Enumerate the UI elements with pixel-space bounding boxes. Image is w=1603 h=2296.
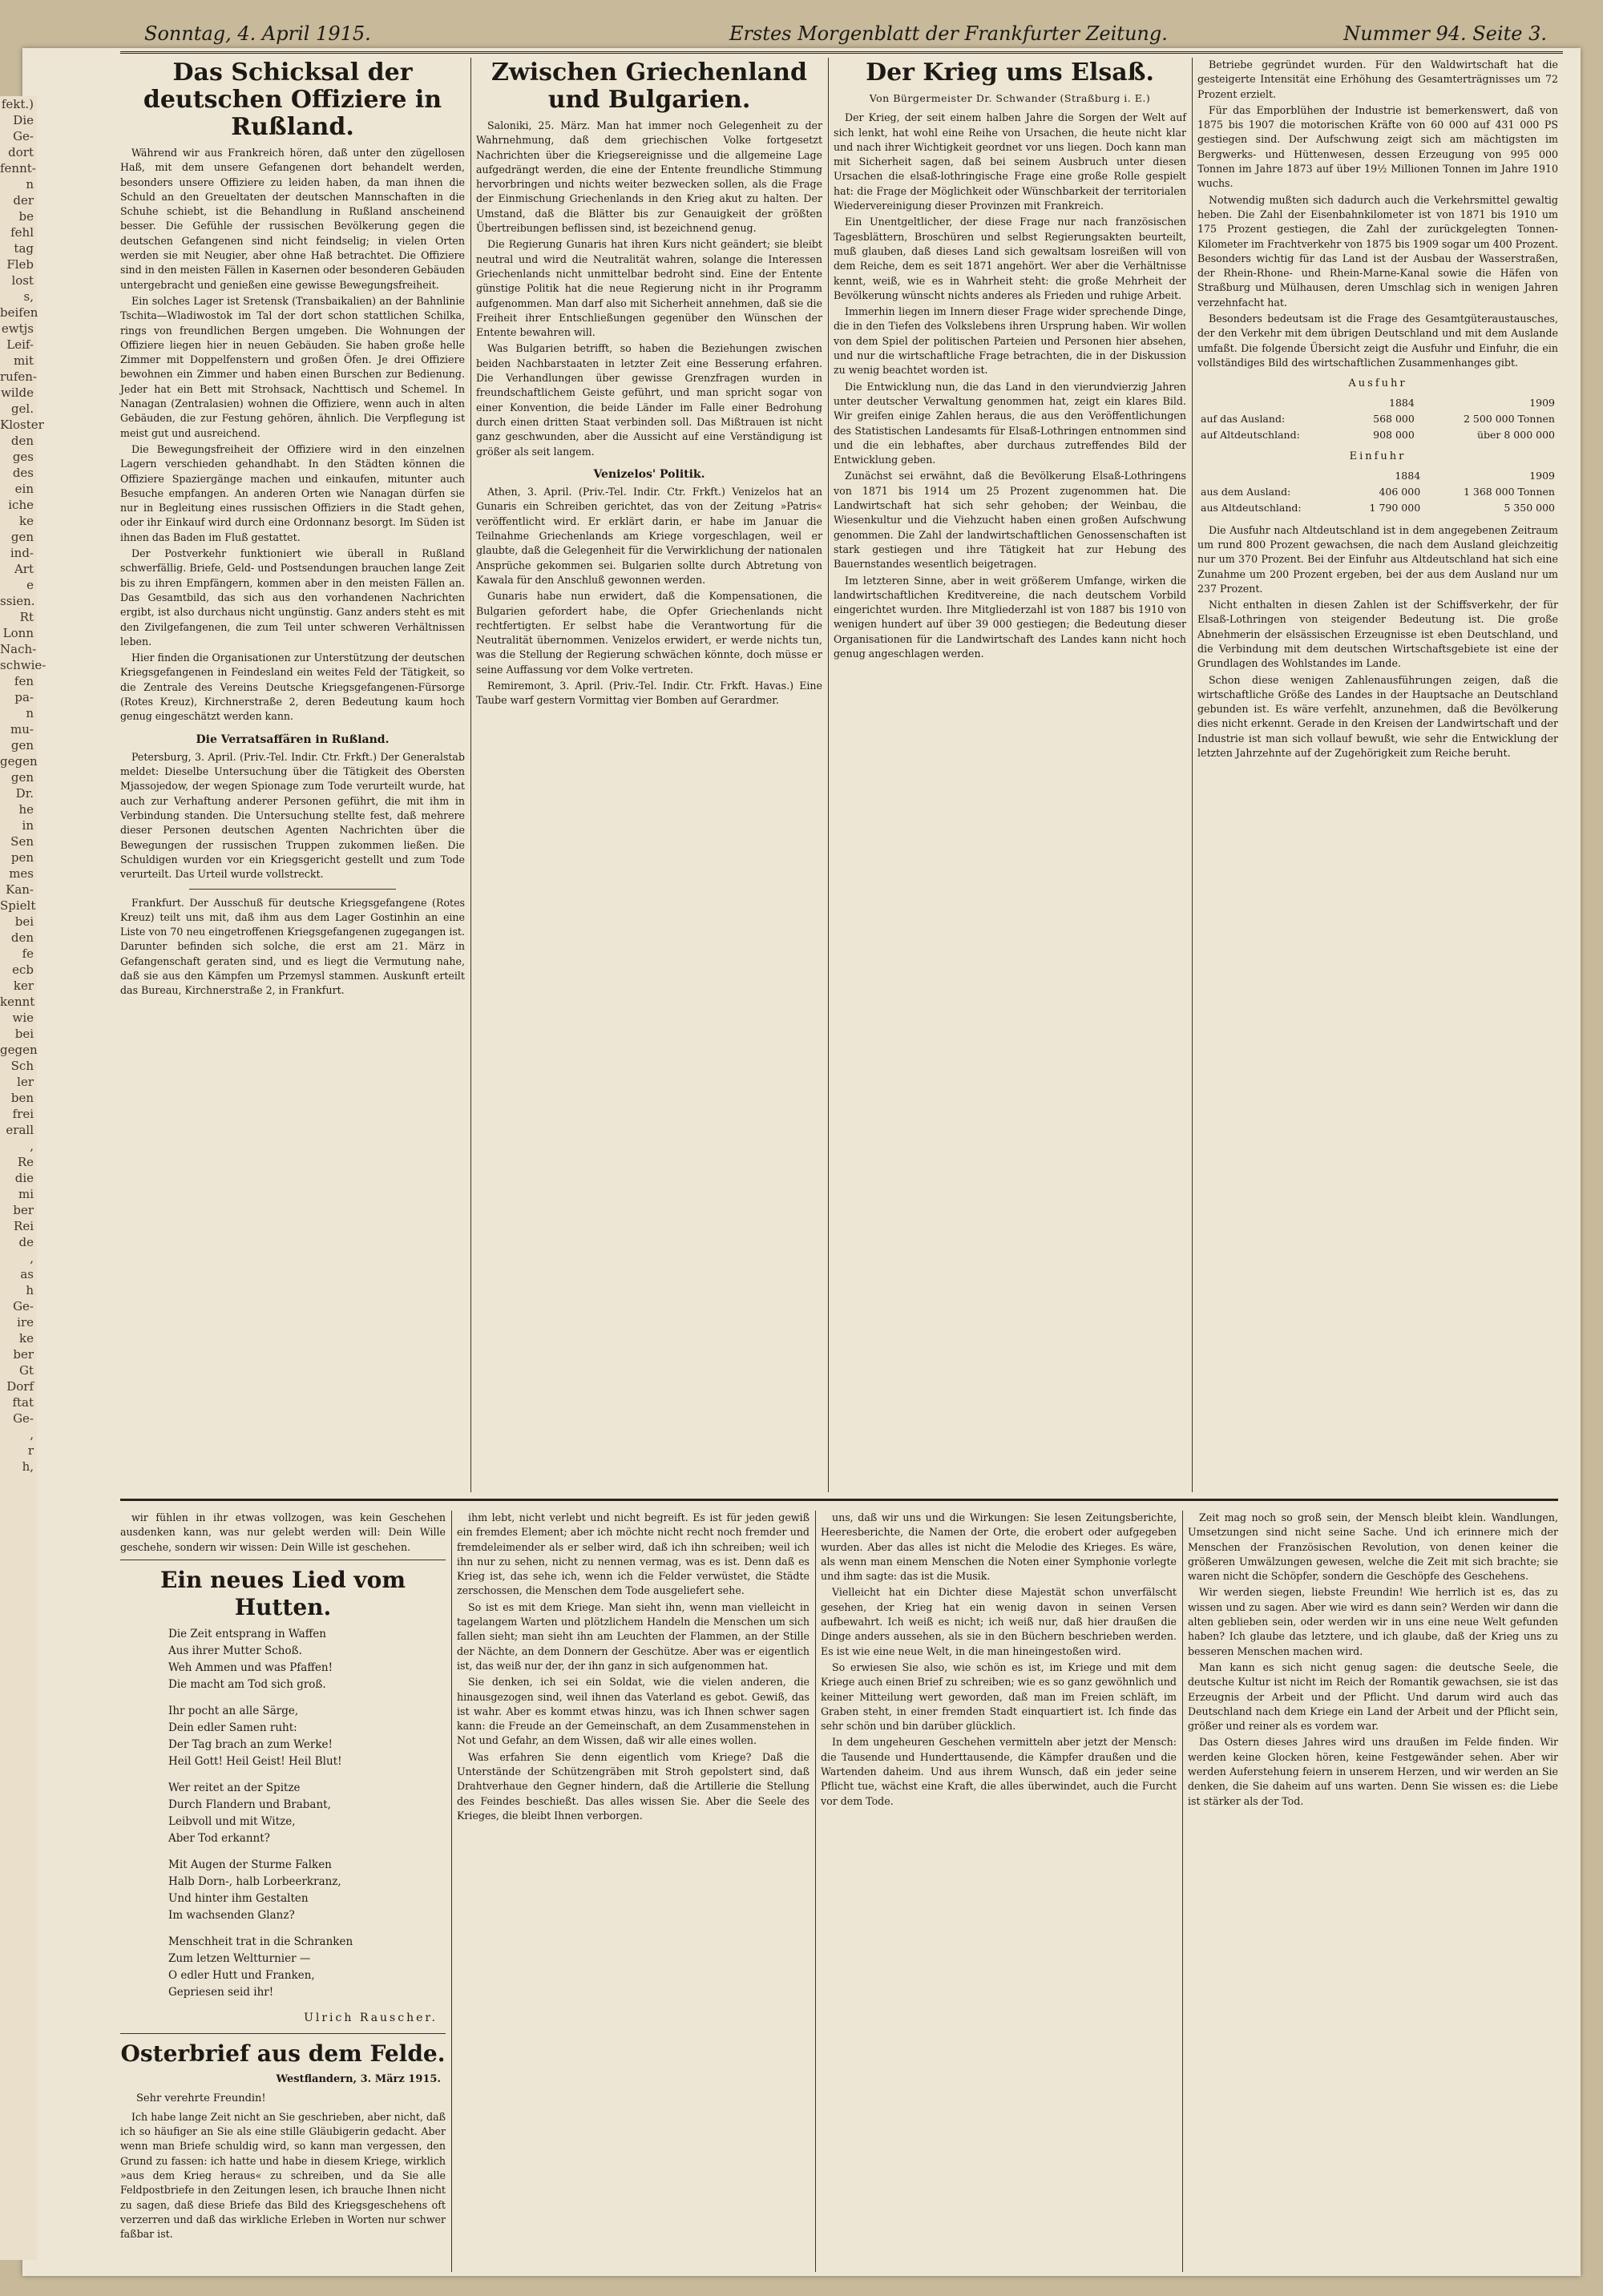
margin-fragment: n <box>26 706 34 720</box>
margin-fragment: Nach- <box>0 642 37 656</box>
table-cell: auf Altdeutschland: <box>1201 429 1300 442</box>
column-rule <box>451 1511 452 2272</box>
margin-fragment: Sen <box>10 834 34 849</box>
poem-line: Und hinter ihm Gestalten <box>168 1891 309 1905</box>
paragraph: Petersburg, 3. April. (Priv.-Tel. Indir. Ctr. Frkft.) Der Generalstab meldet: Dieselbe Untersuchung über die Tätigkeit des Obersten Mjassojedow, der wegen Spionage zum Tode verurteilt wurde, hat auch zur Verhaftung anderer Personen geführt, die mit ihm in Verbindung standen. Die Untersuchung stellte fest, daß mehrere dieser Personen deutschen Agenten Nachrichten über die Bewegungen der russischen Truppen zukommen ließen. Die Schuldigen wurden vor ein Kriegsgericht gestellt und zum Tode verurteilt. Das Urteil wurde vollstreckt. <box>120 750 465 881</box>
poem-line: Weh Ammen und was Pfaffen! <box>168 1660 333 1674</box>
poem-line: Mit Augen der Sturme Falken <box>168 1858 332 1871</box>
paragraph: So erwiesen Sie also, wie schön es ist, im Kriege und mit dem Kriege auch einen Brief zu schreiben; wie es so ganz gewöhnlich und keiner Mitteilung wert geworden, daß man im Freien schläft, im Graben steht, in einer fremden Stadt einquartiert ist. Ich finde das sehr schön und bin darüber glücklich. <box>821 1660 1177 1733</box>
article-byline: Von Bürgermeister Dr. Schwander (Straßburg i. E.) <box>869 92 1151 104</box>
paragraph: Die Entwicklung nun, die das Land in den vierundvierzig Jahren unter deutscher Verwaltung genommen hat, zeigt ein klares Bild. Wir greifen einige Zahlen heraus, die aus den Veröffentlichungen des Statistischen Landesamts für Elsaß-Lothringen entnommen sind und die ein lebhaftes, aber durchaus zutreffendes Bild der Entwicklung geben. <box>834 380 1186 466</box>
poem-line: Im wachsenden Glanz? <box>168 1908 295 1922</box>
margin-fragment: he <box>18 802 34 817</box>
paragraph: Wir werden siegen, liebste Freundin! Wie herrlich ist es, das zu wissen und zu sagen. Aber wie wird es dann sein? Werden wir dann die alten geblieben sein, oder werden wir in uns eine neue Welt gefunden haben? Ich glaube das letztere, und ich glaube, daß der Krieg uns zu besseren Menschen machen wird. <box>1188 1586 1558 1657</box>
paragraph: In dem ungeheuren Geschehen vermitteln aber jetzt der Mensch: die Tausende und Hunderttausende, die Kämpfer draußen und die Wartenden daheim. Und aus ihrem Wunsch, daß ein jeder seine Pflicht tue, wächst eine Kraft, die alles überwindet, auch die Furcht vor dem Tode. <box>821 1736 1177 1807</box>
separator <box>120 2033 446 2034</box>
poem-author: Ulrich Rauscher. <box>304 2011 438 2024</box>
margin-fragment: Rt <box>19 610 34 624</box>
margin-fragment: ke <box>19 1331 34 1346</box>
margin-fragment: schwie- <box>0 658 46 672</box>
article-greece-bulgaria <box>476 58 822 1484</box>
margin-fragment: ben <box>10 1091 34 1105</box>
margin-fragment: ler <box>17 1075 34 1089</box>
sub-headline: Die Verratsaffären in Rußland. <box>196 732 390 746</box>
table-cell: 2 500 000 Tonnen <box>1463 412 1555 425</box>
margin-fragment: ke <box>19 514 34 528</box>
paragraph: Schon diese wenigen Zahlenausführungen zeigen, daß die wirtschaftliche Größe des Landes in der Hauptsache an Deutschland gebunden ist. Es wäre verfehlt, anzunehmen, daß die Bevölkerung dies nicht erkennt. Gerade in den Kreisen der Landwirtschaft und der Industrie ist man sich vollauf bewußt, wie sehr die Entwicklung der letzten Jahrzehnte auf der Zugehörigkeit zum Reiche beruht. <box>1197 673 1558 760</box>
paragraph: So ist es mit dem Kriege. Man sieht ihn, wenn man vielleicht in tagelangem Warten und plötzlichem Handeln die Menschen um sich fallen sieht; man sieht ihn am Leuchten der Flammen, an der Stille der Nächte, an dem Donnern der Geschütze. Aber was er eigentlich ist, das weiß nur der, der ihn ganz in sich aufgenommen hat. <box>457 1600 810 1672</box>
table-heading-ausfuhr: Ausfuhr <box>1348 377 1407 390</box>
margin-fragment: mi <box>18 1187 34 1201</box>
margin-fragment: fehl <box>10 225 34 240</box>
margin-fragment: Re <box>17 1155 34 1169</box>
letter-title: Osterbrief aus dem Felde. <box>120 2040 446 2068</box>
poem-stanza <box>168 1626 446 1693</box>
margin-fragment: s, <box>23 289 34 304</box>
margin-fragment: tag <box>14 241 34 256</box>
letter-dateline: Westflandern, 3. März 1915. <box>276 2073 441 2086</box>
paragraph: Saloniki, 25. März. Man hat immer noch Gelegenheit zu der Wahrnehmung, daß dem griechischen Volke fortgesetzt Nachrichten über die Kriegsereignisse und die allgemeine Lage aufgedrängt werden, die eine der Entente freundliche Stimmung hervorbringen und nichts weiter bezwecken sollen, als die Frage der Einmischung Griechenlands in den Krieg akut zu halten. Der Umstand, daß die Blätter bis zur Genauigkeit der größten Übertreibungen beflissen sind, ist bezeichnend genug. <box>476 119 822 235</box>
feuilleton-column-1 <box>120 1511 446 2272</box>
margin-fragment: den <box>10 930 34 945</box>
margin-fragment: Rei <box>14 1219 34 1233</box>
margin-fragment: gen <box>10 738 34 753</box>
margin-fragment: die <box>14 1171 34 1185</box>
article-headline: Der Krieg ums Elsaß. <box>866 59 1154 87</box>
margin-fragment: gen <box>10 770 34 785</box>
table-cell: 1 368 000 Tonnen <box>1463 486 1555 498</box>
margin-fragment: rufen- <box>0 369 37 384</box>
adjacent-page-margin <box>0 96 46 2260</box>
margin-fragment: Gt <box>18 1363 34 1378</box>
margin-fragment: , <box>30 1251 34 1265</box>
poem-title: Ein neues Lied vom Hutten. <box>160 1566 406 1620</box>
margin-fragment: wilde <box>1 385 34 400</box>
margin-fragment: Dorf <box>6 1379 34 1394</box>
margin-fragment: Art <box>14 562 34 576</box>
margin-fragment: pen <box>10 850 34 865</box>
paragraph: Das Ostern dieses Jahres wird uns draußen im Felde finden. Wir werden keine Glocken hören, keine Festgewänder sehen. Aber wir werden Auferstehung feiern in unserem Herzen, und wir werden an Sie denken, die Sie daheim auf uns warten. Denn Sie wissen es: die Liebe ist stärker als der Tod. <box>1188 1736 1558 1807</box>
margin-fragment: des <box>12 466 34 480</box>
poem-line: Menschheit trat in die Schranken <box>168 1935 353 1948</box>
margin-fragment: Leif- <box>6 337 34 352</box>
margin-fragment: beifen <box>0 305 38 320</box>
table-cell: 908 000 <box>1373 429 1415 442</box>
table-cell: 406 000 <box>1379 486 1421 498</box>
margin-fragment: frei <box>12 1107 34 1121</box>
column-rule <box>1192 58 1193 1492</box>
margin-fragment: Dr. <box>15 786 34 801</box>
paragraph: Gunaris habe nun erwidert, daß die Kompensationen, die Bulgarien gefordert habe, die Opfer Griechenlands nicht rechtfertigten. Er selbst habe die Verantwortung für die Neutralität übernommen. Venizelos erwidert, er werde nichts tun, was die Stellung der Regierung schwächen könnte, doch müsse er seine Auffassung vor dem Volke vertreten. <box>476 590 822 676</box>
poem-line: Aus ihrer Mutter Schoß. <box>168 1644 302 1657</box>
paragraph: Man kann es sich nicht genug sagen: die deutsche Seele, die deutsche Kultur ist nicht im Reich der Romantik gewachsen, sie ist das Erzeugnis der Arbeit und der Pflicht. Und darum wird auch das Deutschland nach dem Kriege ein Land der Arbeit und der Pflicht sein, größer und reiner als es vordem war. <box>1188 1660 1558 1733</box>
paragraph: Zunächst sei erwähnt, daß die Bevölkerung Elsaß-Lothringens von 1871 bis 1914 um 25 Prozent zugenommen hat. Die Landwirtschaft hat sich sehr gehoben; der Weinbau, die Wiesenkultur und die Viehzucht haben einen großen Aufschwung genommen. Die Zahl der landwirtschaftlichen Genossenschaften ist stark gestiegen und ihre Tätigkeit hat zur Hebung des Bauernstandes wesentlich beigetragen. <box>834 470 1186 571</box>
margin-fragment: mu- <box>10 722 34 736</box>
column-rule <box>1182 1511 1183 2272</box>
margin-fragment: lost <box>11 273 34 288</box>
poem-line: O edler Hutt und Franken, <box>168 1968 315 1982</box>
paragraph: Immerhin liegen im Innern dieser Frage wider sprechende Dinge, die in den Tiefen des Volkslebens ihren Ursprung haben. Wir wollen von dem Spiel der politischen Parteien und Personen hier absehen, und nur die wirtschaftliche Frage betrachten, die in der Diskussion zu wenig beachtet worden ist. <box>834 305 1186 377</box>
margin-fragment: e <box>26 578 34 592</box>
margin-fragment: Fleb <box>6 257 34 272</box>
export-table <box>1197 395 1558 444</box>
margin-fragment: mit <box>13 353 34 368</box>
table-cell: 5 350 000 <box>1504 502 1555 514</box>
margin-fragment: r <box>27 1443 34 1458</box>
article-headline: Zwischen Griechenland und Bulgarien. <box>491 59 807 114</box>
margin-fragment: , <box>30 1139 34 1153</box>
margin-fragment: iche <box>8 498 34 512</box>
import-table <box>1197 468 1558 517</box>
margin-fragment: ftat <box>12 1395 34 1410</box>
table-row <box>1197 500 1558 516</box>
paragraph: Während wir aus Frankreich hören, daß unter den zügellosen Haß, mit dem unsere Gefangenen dort behandelt werden, besonders unsere Offiziere zu leiden haben, da man ihnen die Schuld an den Greueltaten der deutschen Mannschaften in die Schuhe schiebt, ist die Behandlung in Rußland anscheinend besser. Die Gefühle der russischen Bevölkerung gegen die deutschen Gefangenen sind nicht feindselig; in vielen Orten werden sie mit Neugier, aber ohne Haß betrachtet. Die Offiziere sind in den meisten Fällen in Kasernen oder besonderen Gebäuden untergebracht und genießen eine gewisse Bewegungsfreiheit. <box>120 147 465 291</box>
margin-fragment: der <box>13 193 34 208</box>
feuilleton-rule <box>120 1499 1558 1501</box>
paragraph: Zeit mag noch so groß sein, der Mensch bleibt klein. Wandlungen, Umsetzungen sind nicht seine Sache. Und ich erinnere mich der Menschen der Französischen Revolution, von denen keiner die größeren Umwälzungen gewesen, welche die Zeit mit sich brachte; sie waren nicht die Schöpfer, sondern die Geschöpfe des Geschehens. <box>1188 1511 1558 1583</box>
table-cell: 568 000 <box>1373 412 1415 425</box>
paragraph: Notwendig mußten sich dadurch auch die Verkehrsmittel gewaltig heben. Die Zahl der Eisenbahnkilometer ist von 1871 bis 1910 um 175 Prozent gestiegen, die Zahl der zurückgelegten Tonnen-Kilometer im Frachtverkehr von 1875 bis 1909 sogar um 400 Prozent. Besonders wichtig für das Land ist der Ausbau der Wasserstraßen, der Rhein-Rhone- und Rhein-Marne-Kanal sowie die Häfen von Straßburg und Mülhausen, deren Umschlag sich in wenigen Jahren verzehnfacht hat. <box>1197 193 1558 309</box>
margin-fragment: Sch <box>10 1059 34 1073</box>
poem-stanza <box>168 1703 446 1770</box>
paragraph: Der Postverkehr funktioniert wie überall in Rußland schwerfällig. Briefe, Geld- und Postsendungen brauchen lange Zeit bis zu ihren Empfängern, kommen aber in den meisten Fällen an. Das Gesamtbild, das sich aus den vorhandenen Nachrichten ergibt, ist also durchaus nicht ungünstig. Ganz anders steht es mit den Zivilgefangenen, die zum Teil unter schweren Verhältnissen leben. <box>120 547 465 648</box>
year-cell: 1909 <box>1529 469 1555 482</box>
margin-fragment: Ge- <box>13 1299 34 1313</box>
paragraph: uns, daß wir uns und die Wirkungen: Sie lesen Zeitungsberichte, Heeresberichte, die Namen der Orte, die erobert oder aufgegeben wurden. Aber das alles ist nicht die Melodie des Krieges. Es wäre, als wenn man einem Menschen die Noten einer Symphonie vorlegte und ihm sagte: das ist die Musik. <box>821 1511 1177 1583</box>
table-heading-einfuhr: Einfuhr <box>1349 450 1407 463</box>
poem-line: Wer reitet an der Spitze <box>168 1781 301 1794</box>
margin-fragment: dort <box>8 145 34 159</box>
poem-line: Der Tag brach an zum Werke! <box>168 1737 333 1751</box>
table-cell: über 8 000 000 <box>1476 429 1555 442</box>
poem-stanza <box>168 1934 446 2001</box>
margin-fragment: Die <box>13 113 34 127</box>
margin-fragment: ecb <box>12 962 34 977</box>
margin-fragment: h, <box>22 1459 34 1474</box>
margin-fragment: gegen <box>0 754 38 769</box>
margin-fragment: erall <box>6 1123 34 1137</box>
poem-line: Heil Gott! Heil Geist! Heil Blut! <box>168 1754 342 1768</box>
paragraph: Im letzteren Sinne, aber in weit größerem Umfange, wirken die landwirtschaftlichen Kreditvereine, die nach deutschem Vorbild eingerichtet wurden. Ihre Mitgliederzahl ist von 1887 bis 1910 von wenigen hundert auf über 39 000 gestiegen; die Bedeutung dieser Organisationen für die Landwirtschaft des Landes kann nicht hoch genug angeschlagen werden. <box>834 574 1186 660</box>
margin-fragment: gel. <box>10 401 34 416</box>
paragraph: Was Bulgarien betrifft, so haben die Beziehungen zwischen beiden Nachbarstaaten in letzter Zeit eine Besserung erfahren. Die Verhandlungen über gewisse Grenzfragen wurden in freundschaftlichem Geiste geführt, und man spricht sogar von einer Konvention, die beide Länder im Falle einer Bedrohung durch einen dritten Staat verbinden soll. Das Mißtrauen ist nicht ganz geschwunden, aber die Aussicht auf eine Verständigung ist größer als seit langem. <box>476 342 822 458</box>
masthead-page-number: Nummer 94. Seite 3. <box>1343 22 1547 45</box>
margin-fragment: bei <box>14 1027 34 1041</box>
margin-fragment: wie <box>12 1011 34 1025</box>
article-officers-russia <box>120 58 465 1484</box>
poem-line: Leibvoll und mit Witze, <box>168 1814 296 1828</box>
margin-fragment: Kan- <box>6 882 34 897</box>
margin-fragment: fennt- <box>0 161 36 176</box>
paragraph: Der Krieg, der seit einem halben Jahre die Sorgen der Welt auf sich lenkt, hat wohl eine Reihe von Ursachen, die heute nicht klar und nach ihrer Wichtigkeit geordnet vor uns liegen. Doch kann man mit Sicherheit sagen, daß bei seinem Ausbruch unter diesen Ursachen die elsaß-lothringische Frage eine große Rolle gespielt hat: die Frage der Möglichkeit oder Wünschbarkeit der territorialen Wiedervereinigung dieser Provinzen mit Frankreich. <box>834 111 1186 212</box>
paragraph: Die Bewegungsfreiheit der Offiziere wird in den einzelnen Lagern verschieden gehandhabt. In den Städten können die Offiziere Spaziergänge machen und einkaufen, mitunter auch Besuche empfangen. An anderen Orten wie Nanagan dürfen sie nur in Begleitung eines russischen Offiziers in die Stadt gehen, oder ihr Einkauf wird durch eine Ordonnanz besorgt. Im Süden ist ihnen das Baden im Fluß gestattet. <box>120 442 465 543</box>
margin-fragment: be <box>18 209 34 224</box>
margin-fragment: gegen <box>0 1043 38 1057</box>
paragraph: Die Ausfuhr nach Altdeutschland ist in dem angegebenen Zeitraum um rund 800 Prozent gewachsen, die nach dem Ausland gleichzeitig nur um 370 Prozent. Bei der Einfuhr aus Altdeutschland hat sich eine Zunahme um 200 Prozent ergeben, bei der aus dem Ausland nur um 237 Prozent. <box>1197 523 1558 595</box>
paragraph: Athen, 3. April. (Priv.-Tel. Indir. Ctr. Frkft.) Venizelos hat an Gunaris ein Schreiben gerichtet, das von der Zeitung »Patris« veröffentlicht wird. Er erklärt darin, er habe im Januar die Teilnahme Griechenlands am Kriege vorgeschlagen, weil er glaubte, daß die Gelegenheit für die Verwirklichung der nationalen Ansprüche gekommen sei. Bulgarien sollte durch Abtretung von Kawala für den Anschluß gewonnen werden. <box>476 486 822 586</box>
margin-fragment: mes <box>9 866 34 881</box>
margin-fragment: fe <box>22 946 34 961</box>
table-cell: aus Altdeutschland: <box>1201 502 1302 514</box>
margin-fragment: ewtjs <box>1 321 34 336</box>
margin-fragment: ein <box>14 482 34 496</box>
poem-line: Durch Flandern und Brabant, <box>168 1798 331 1811</box>
article-headline: Das Schicksal der deutschen Offiziere in Rußland. <box>143 59 442 141</box>
margin-fragment: pa- <box>14 690 34 704</box>
feuilleton-column-4 <box>1188 1511 1558 2272</box>
paragraph: Ich habe lange Zeit nicht an Sie geschrieben, aber nicht, daß ich so häufiger an Sie als eine stille Gläubigerin gedacht. Aber wenn man Briefe schuldig wird, so kann man vergessen, den Grund zu fassen: ich hatte und habe in diesem Kriege, wirklich »aus dem Krieg heraus« zu schreiben, und da Sie alle Feldpostbriefe in den Zeitungen lesen, ich brauche Ihnen nicht zu sagen, daß diese Briefe das Bild des Kriegsgeschehens oft verzerren und daß das wirkliche Erleben in Worten nur schwer faßbar ist. <box>120 2110 446 2241</box>
paragraph: Betriebe gegründet wurden. Für den Waldwirtschaft hat die gesteigerte Intensität eine Erhöhung des Gesamterträgnisses um 72 Prozent erzielt. <box>1197 59 1558 100</box>
margin-fragment: bei <box>14 914 34 929</box>
column-rule <box>815 1511 816 2272</box>
margin-fragment: de <box>18 1235 34 1249</box>
margin-fragment: ssien. <box>0 594 35 608</box>
margin-fragment: as <box>20 1267 34 1281</box>
margin-fragment: den <box>10 434 34 448</box>
paragraph: Ein Unentgeltlicher, der diese Frage nur nach französischen Tagesblättern, Broschüren und selbst Regierungsakten beurteilt, muß glauben, daß dieses Land sich gewaltsam losreißen will von dem Reiche, dem es seit 1871 angehört. Wer aber die Verhältnisse kennt, weiß, wie es in Wahrheit steht: die große Mehrheit der Bevölkerung wünscht nichts anderes als Frieden und ruhige Arbeit. <box>834 216 1186 301</box>
margin-fragment: Spielt <box>0 898 36 913</box>
margin-fragment: gen <box>10 530 34 544</box>
letter-salutation: Sehr verehrte Freundin! <box>136 2092 266 2105</box>
poem-line: Die macht am Tod sich groß. <box>168 1677 326 1691</box>
margin-fragment: Lonn <box>2 626 34 640</box>
poem-line: Dein edler Samen ruht: <box>168 1721 297 1734</box>
paragraph: wir fühlen in ihr etwas vollzogen, was kein Geschehen ausdenken kann, was nur gelebt werden will: Dein Wille geschehe, sondern wir wissen: Dein Wille ist geschehen. <box>120 1511 446 1553</box>
paragraph: Remiremont, 3. April. (Priv.-Tel. Indir. Ctr. Frkft. Havas.) Eine Taube warf gestern Vormittag vier Bomben auf Gerardmer. <box>476 679 822 707</box>
margin-fragment: Ge- <box>13 129 34 143</box>
margin-fragment: n <box>26 177 34 192</box>
paragraph: Vielleicht hat ein Dichter diese Majestät schon unverfälscht gesehen, der Krieg hat ein wenig davon in seinen Versen aufbewahrt. Ich weiß es nicht; ich weiß nur, daß hier draußen die Dinge anders aussehen, als sie in den Büchern beschrieben werden. Es ist wie eine neue Welt, in die man hineingestoßen wird. <box>821 1586 1177 1657</box>
margin-fragment: h <box>26 1283 34 1297</box>
feuilleton-column-3 <box>821 1511 1177 2272</box>
poem-line: Die Zeit entsprang in Waffen <box>168 1627 326 1640</box>
year-cell: 1884 <box>1389 396 1415 409</box>
feuilleton-column-2 <box>457 1511 810 2272</box>
table-cell: auf das Ausland: <box>1201 412 1286 425</box>
column-rule <box>470 58 471 1492</box>
paragraph: Besonders bedeutsam ist die Frage des Gesamtgüteraustausches, der den Verkehr mit dem übrigen Deutschland und mit dem Auslande umfaßt. Die folgende Übersicht zeigt die Ausfuhr und Einfuhr, die ein vollständiges Bild des wirtschaftlichen Zusammenhanges gibt. <box>1197 313 1558 369</box>
margin-fragment: , <box>30 1427 34 1442</box>
table-row <box>1197 427 1558 443</box>
margin-fragment: ire <box>17 1315 34 1330</box>
table-row <box>1197 484 1558 500</box>
poem-line: Halb Dorn-, halb Lorbeerkranz, <box>168 1874 341 1888</box>
margin-fragment: ind- <box>10 546 34 560</box>
margin-fragment: fen <box>14 674 34 688</box>
masthead-date: Sonntag, 4. April 1915. <box>144 22 371 45</box>
paragraph: Hier finden die Organisationen zur Unterstützung der deutschen Kriegsgefangenen in Feindesland ein weites Feld der Tätigkeit, so die Zentrale des Vereins Deutsche Kriegsgefangenen-Fürsorge (Rotes Kreuz), Kirchnerstraße 2, deren Bedeutung kaum hoch genug eingeschätzt werden kann. <box>120 652 465 723</box>
table-cell: 1 790 000 <box>1369 502 1421 514</box>
article-alsace-continued <box>1197 58 1558 1484</box>
masthead <box>120 16 1563 54</box>
article-war-alsace <box>834 58 1186 1484</box>
poem <box>168 1626 446 2001</box>
margin-fragment: ber <box>13 1203 34 1217</box>
table-row <box>1197 411 1558 427</box>
paragraph: Was erfahren Sie denn eigentlich vom Kriege? Daß die Unterstände der Schützengräben mit Stroh gepolstert sind, daß Drahtverhaue den Gegner hindern, daß die Artillerie die Stellung des Feindes beschießt. Das alles wissen Sie. Aber die Seele des Krieges, die bleibt Ihnen verborgen. <box>457 1750 810 1822</box>
margin-fragment: Ge- <box>13 1411 34 1426</box>
margin-fragment: in <box>22 818 34 833</box>
paragraph: Nicht enthalten in diesen Zahlen ist der Schiffsverkehr, der für Elsaß-Lothringen von steigender Bedeutung ist. Die große Abnehmerin der elsässischen Erzeugnisse ist eben Deutschland, und die Verbindung mit dem deutschen Wirtschaftsgebiete ist eine der Grundlagen des Wohlstandes im Lande. <box>1197 599 1558 670</box>
masthead-title: Erstes Morgenblatt der Frankfurter Zeitung. <box>729 22 1168 45</box>
paragraph: Für das Emporblühen der Industrie ist bemerkenswert, daß von 1875 bis 1907 die motorischen Kräfte von 60 000 auf 431 000 PS gestiegen sind. Der Aufschwung zeigt sich am mächtigsten im Bergwerks- und Hüttenwesen, dessen Erzeugung von 995 000 Tonnen im Jahre 1873 auf über 19½ Millionen Tonnen im Jahre 1910 wuchs. <box>1197 103 1558 190</box>
margin-fragment: ker <box>13 979 34 993</box>
paragraph: Frankfurt. Der Ausschuß für deutsche Kriegsgefangene (Rotes Kreuz) teilt uns mit, daß ihm aus dem Lager Gostinhin an eine Liste von 70 neu eingetroffenen Kriegsgefangenen zugegangen ist. Darunter befinden sich solche, die erst am 21. März in Gefangenschaft geraten sind, und es liegt die Vermutung nahe, daß sie aus den Kämpfen um Przemysl stammen. Auskunft erteilt das Bureau, Kirchnerstraße 2, in Frankfurt. <box>120 896 465 997</box>
year-cell: 1884 <box>1395 469 1421 482</box>
year-cell: 1909 <box>1529 396 1555 409</box>
poem-line: Zum letzen Weltturnier — <box>168 1951 311 1965</box>
poem-line: Ihr pocht an alle Särge, <box>168 1704 299 1717</box>
margin-fragment: fekt.) <box>1 97 34 111</box>
poem-stanza <box>168 1780 446 1847</box>
poem-line: Aber Tod erkannt? <box>168 1831 270 1845</box>
poem-line: Gepriesen seid ihr! <box>168 1985 274 1999</box>
sub-headline: Venizelos' Politik. <box>593 467 705 481</box>
paragraph: Die Regierung Gunaris hat ihren Kurs nicht geändert; sie bleibt neutral und wird die Neutralität wahren, solange die Interessen Griechenlands nicht unmittelbar bedroht sind. Eine der Entente günstige Politik hat die neue Regierung nicht in ihr Programm aufgenommen. Man darf also mit Sicherheit annehmen, daß sie die Freiheit ihrer Entschließungen gegenüber den Wünschen der Entente bewahren will. <box>476 238 822 339</box>
paragraph: Ein solches Lager ist Sretensk (Transbaikalien) an der Bahnlinie Tschita—Wladiwostok im Tal der dort schon stattlichen Schilka, rings von freundlichen Bergen umgeben. Die Wohnungen der Offiziere liegen hier in neuen Gebäuden. Sie haben große helle Zimmer mit Doppelfenstern und großen Öfen. Je drei Offiziere bewohnen ein Zimmer und haben einen Burschen zur Bedienung. Jeder hat ein Bett mit Strohsack, Nachttisch und Schemel. In Nanagan (Zentralasien) wohnen die Offiziere, wenn auch in alten Gebäuden, die zur Festung gehören, ähnlich. Die Verpflegung ist meist gut und ausreichend. <box>120 294 465 439</box>
margin-fragment: kennt <box>0 995 35 1009</box>
margin-fragment: ges <box>12 450 34 464</box>
paragraph: ihm lebt, nicht verlebt und nicht begreift. Es ist für jeden gewiß ein fremdes Element; aber ich möchte nicht recht noch fremder und fremdeleimender als er selber wird, daß ich ihn schreiben; weil ich ihn nur zu sehen, nicht zu nennen vermag, was es ist. Denn daß es Krieg ist, das sehe ich, wenn ich die Felder verwüstet, die Städte zerschossen, die Menschen dem Tode ausgeliefert sehe. <box>457 1511 810 1597</box>
margin-fragment: ber <box>13 1347 34 1362</box>
table-cell: aus dem Ausland: <box>1201 486 1291 498</box>
margin-fragment: Kloster <box>0 418 44 432</box>
paragraph: Sie denken, ich sei ein Soldat, wie die vielen anderen, die hinausgezogen sind, weil ihnen das Vaterland es gebot. Gewiß, das ist wahr. Aber es kommt etwas hinzu, was ich Ihnen schwer sagen kann: die Freude an der Gemeinschaft, an dem Zusammenstehen in Not und Gefahr, an dem Wissen, daß wir alle eines wollen. <box>457 1676 810 1747</box>
poem-stanza <box>168 1857 446 1924</box>
column-rule <box>828 58 829 1492</box>
separator <box>189 889 396 890</box>
